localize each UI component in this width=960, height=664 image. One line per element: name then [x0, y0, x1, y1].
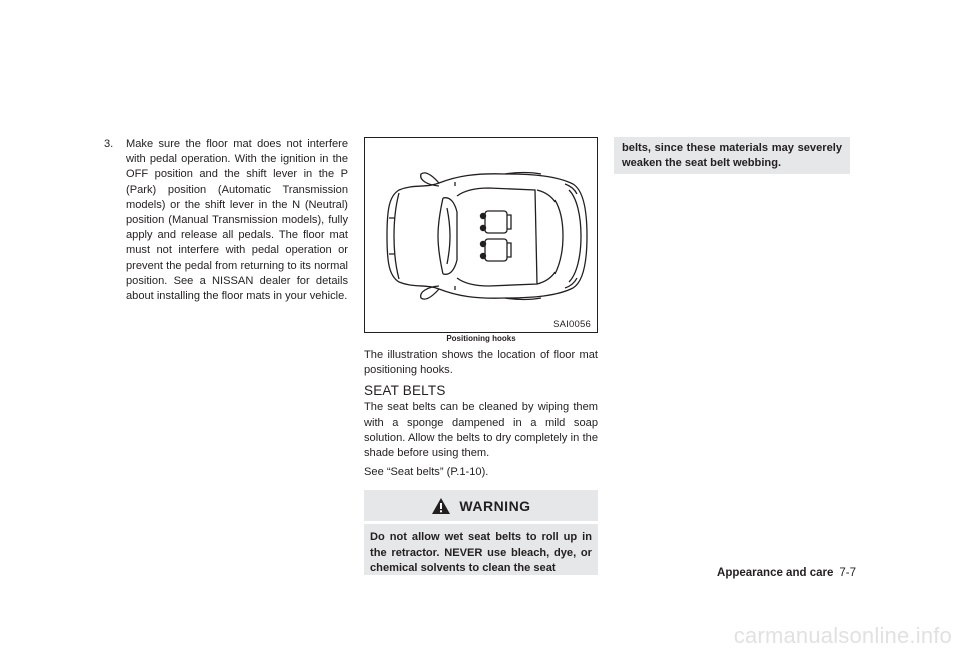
- car-illustration: [364, 137, 598, 333]
- warning-header: [364, 490, 598, 521]
- step-number: 3.: [104, 138, 114, 150]
- paragraph-cleaning: The seat belts can be cleaned by wiping them with a sponge dampened in a mild soap solution. Allow the belts to dry completely in the shade before using them.: [364, 401, 598, 460]
- watermark: carmanualsonline.info: [733, 623, 952, 648]
- paragraph-illustration: The illustration shows the location of floor mat positioning hooks.: [364, 349, 598, 377]
- column-2: [364, 137, 598, 575]
- figure-caption: Positioning hooks: [446, 334, 516, 343]
- warning-text: Do not allow wet seat belts to roll up in the retractor. NEVER use bleach, dye, or chemical solvents to clean the seat: [364, 524, 598, 575]
- page-number: 7-7: [839, 567, 856, 579]
- step-text: Make sure the floor mat does not interfere with pedal operation. With the ignition in the OFF position and the shift lever in the P (Park) position (Automatic Transmission models) or the shift lever in the N (Neutral) position (Manual Transmission models), fully apply and release all pedals. The floor mat must not interfere with pedal operation or prevent the pedal from returning to its normal position. See a NISSAN dealer for details about installing the floor mats in your vehicle.: [126, 138, 348, 303]
- paragraph-see-also: See “Seat belts” (P.1-10).: [364, 466, 489, 479]
- step-3: [104, 137, 348, 304]
- footer-section: Appearance and care: [717, 567, 834, 579]
- warning-triangle-icon: [431, 497, 451, 515]
- section-heading: SEAT BELTS: [364, 383, 446, 399]
- column-1: [104, 137, 348, 304]
- page-footer: [706, 567, 856, 579]
- column-3: [614, 137, 850, 174]
- figure-code: SAI0056: [553, 319, 591, 330]
- warning-text-continued: belts, since these materials may severely weaken the seat belt webbing.: [614, 137, 850, 174]
- warning-title: WARNING: [459, 497, 531, 514]
- car-top-view-icon: [365, 138, 597, 332]
